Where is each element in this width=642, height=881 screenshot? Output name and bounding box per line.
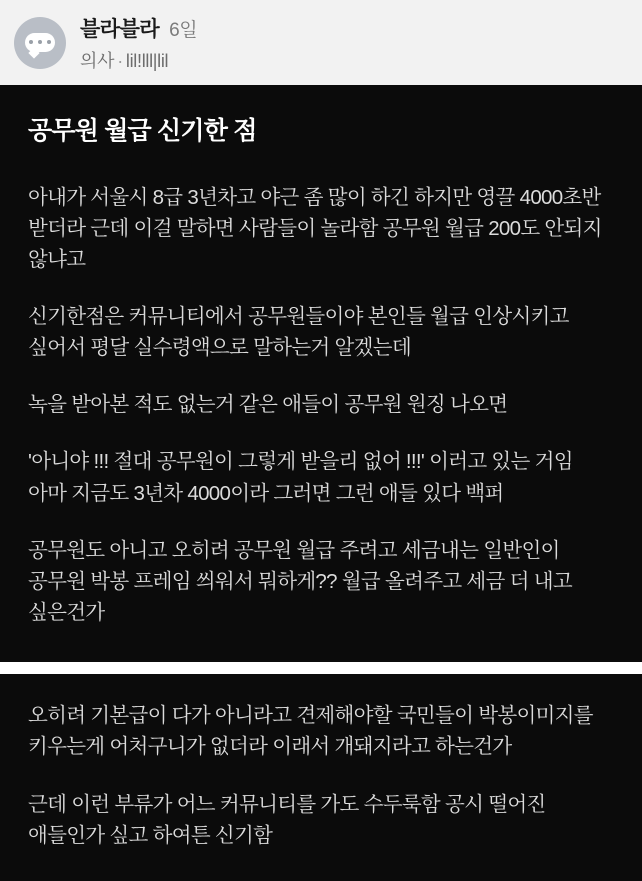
post-timestamp: 6일 (169, 19, 198, 41)
post-paragraph: '아니야 !!! 절대 공무원이 그렇게 받을리 없어 !!!' 이러고 있는 거임 아마 지금도 3년차 4000이라 그러면 그런 애들 있다 백퍼 (28, 450, 573, 505)
avatar[interactable] (14, 17, 66, 69)
post-body-continued (0, 674, 642, 881)
author-subline (80, 47, 197, 73)
post-paragraph: 아내가 서울시 8급 3년차고 야근 좀 많이 하긴 하지만 영끌 4000초반 받더라 근데 이걸 말하면 사람들이 놀라함 공무원 월급 200도 안되지 않냐고 (28, 185, 602, 271)
section-divider (0, 662, 642, 674)
post-paragraph: 녹을 받아본 적도 없는거 같은 애들이 공무원 원징 나오면 (28, 393, 508, 417)
author-line (80, 13, 197, 43)
post-paragraph: 근데 이런 부류가 어느 커뮤니티를 가도 수두룩함 공시 떨어진 애들인가 싶고 하여튼 신기함 (28, 792, 546, 847)
meta-separator: · (117, 50, 123, 71)
author-job: 의사 (80, 50, 115, 71)
post-body (0, 85, 642, 662)
post-paragraph: 신기한점은 커뮤니티에서 공무원들이야 본인들 월급 인상시키고 싶어서 평달 실수령액으로 말하는거 알겠는데 (28, 304, 569, 360)
post-header (0, 0, 642, 85)
post-paragraph: 공무원도 아니고 오히려 공무원 월급 주려고 세금내는 일반인이 공무원 박봉 프레임 씌워서 뭐하게?? 월급 올려주고 세금 더 내고 싶은건가 (28, 538, 572, 625)
post-title: 공무원 월급 신기한 점 (28, 117, 257, 145)
post-paragraph: 오히려 기본급이 다가 아니라고 견제해야할 국민들이 박봉이미지를 키우는게 어처구니가 없더라 이래서 개돼지라고 하는건가 (28, 704, 593, 759)
ellipsis-icon (29, 40, 51, 44)
author-meta (80, 13, 197, 73)
author-nickname[interactable]: 블라블라 (80, 17, 160, 41)
board-name[interactable]: lil!lll|lil (125, 50, 169, 71)
